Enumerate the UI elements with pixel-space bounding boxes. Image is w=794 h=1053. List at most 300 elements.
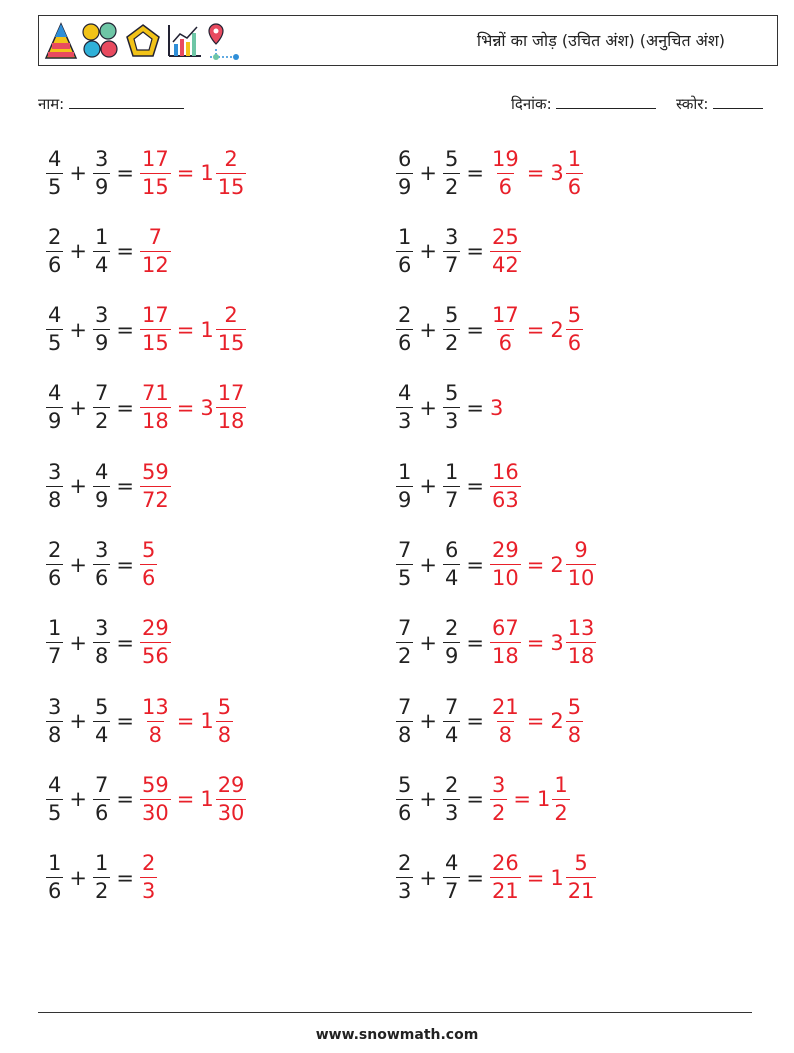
equals-sign: = xyxy=(466,630,484,655)
addend-fraction xyxy=(443,383,460,432)
answer-fraction-denominator: 15 xyxy=(141,331,169,356)
addend-fraction-denominator: 9 xyxy=(94,487,109,512)
mixed-number-fraction-denominator: 15 xyxy=(217,174,245,199)
answer-fraction-denominator: 6 xyxy=(141,566,156,590)
answer-fraction xyxy=(140,305,171,354)
mixed-number-whole: 1 xyxy=(200,161,214,185)
answer-equals-sign: = xyxy=(176,317,195,342)
mixed-number-whole: 3 xyxy=(550,630,564,655)
answer-fraction xyxy=(490,224,521,277)
addend-fraction-denominator: 7 xyxy=(444,252,459,277)
worksheet-title: भिन्नों का जोड़ (उचित अंश) (अनुचित अंश) xyxy=(476,31,725,50)
addend-fraction-denominator: 5 xyxy=(48,174,62,199)
problem-item xyxy=(396,684,583,758)
mixed-number-fraction xyxy=(566,853,597,902)
equals-sign: = xyxy=(116,317,134,342)
pyramid-icon xyxy=(44,22,78,60)
addend-fraction-denominator: 6 xyxy=(48,566,62,590)
plus-sign: + xyxy=(69,709,87,734)
addend-fraction xyxy=(396,772,413,825)
addend-fraction-denominator: 2 xyxy=(398,644,412,669)
problem-item xyxy=(46,449,171,523)
addend-fraction xyxy=(443,540,460,589)
addend-fraction xyxy=(46,146,63,199)
addend-fraction xyxy=(46,224,63,277)
answer-fraction-numerator: 19 xyxy=(491,146,519,171)
addend-fraction-denominator: 6 xyxy=(94,566,109,590)
mixed-number-whole: 2 xyxy=(550,552,564,577)
addend-fraction-denominator: 5 xyxy=(398,566,412,590)
mixed-number-fraction-numerator: 29 xyxy=(217,772,245,797)
addend-fraction-numerator: 2 xyxy=(444,772,459,797)
addend-fraction xyxy=(46,618,63,667)
addend-fraction-denominator: 7 xyxy=(48,644,62,669)
answer-fraction xyxy=(140,772,171,825)
addend-fraction-denominator: 8 xyxy=(94,644,109,669)
answer-fraction xyxy=(140,383,171,432)
answer-fraction xyxy=(490,459,521,512)
addend-fraction-denominator: 9 xyxy=(48,409,62,434)
addend-fraction xyxy=(396,694,413,747)
addend-fraction xyxy=(396,618,413,667)
answer-fraction-numerator: 3 xyxy=(491,772,506,797)
addend-fraction-numerator: 5 xyxy=(444,146,459,171)
plus-sign: + xyxy=(69,630,87,655)
problem-item xyxy=(396,449,521,523)
answer-fraction xyxy=(140,224,171,277)
plus-sign: + xyxy=(419,161,437,185)
addend-fraction-denominator: 3 xyxy=(444,409,459,434)
pentagon-icon xyxy=(124,22,162,60)
addend-fraction-numerator: 6 xyxy=(398,146,412,171)
addend-fraction-numerator: 1 xyxy=(398,224,412,249)
addend-fraction-denominator: 9 xyxy=(398,174,412,199)
problem-item xyxy=(46,371,246,445)
addend-fraction-denominator: 7 xyxy=(444,879,459,904)
answer-fraction-denominator: 6 xyxy=(498,174,513,199)
mixed-number-fraction-denominator: 6 xyxy=(567,331,582,356)
addend-fraction xyxy=(443,224,460,277)
answer-fraction xyxy=(490,853,521,902)
answer-fraction-numerator: 2 xyxy=(141,851,156,876)
answer-fraction-denominator: 8 xyxy=(148,722,163,747)
mixed-number-fraction xyxy=(216,383,247,432)
answer-fraction xyxy=(140,146,171,199)
addend-fraction-numerator: 1 xyxy=(48,851,62,876)
mixed-number-fraction xyxy=(566,146,583,199)
mixed-number-fraction-numerator: 2 xyxy=(224,146,238,171)
addend-fraction xyxy=(396,540,413,589)
answer-fraction-denominator: 18 xyxy=(491,644,519,669)
mixed-number-fraction xyxy=(566,305,583,354)
addend-fraction-denominator: 9 xyxy=(444,644,459,669)
addend-fraction xyxy=(443,459,460,512)
addend-fraction xyxy=(396,853,413,902)
addend-fraction-numerator: 3 xyxy=(48,459,62,484)
equals-sign: = xyxy=(466,865,484,890)
addend-fraction-denominator: 2 xyxy=(94,879,109,904)
addend-fraction-denominator: 6 xyxy=(398,331,412,356)
addend-fraction-denominator: 9 xyxy=(398,487,412,512)
addend-fraction-numerator: 5 xyxy=(398,772,412,797)
addend-fraction-denominator: 4 xyxy=(444,722,459,747)
answer-equals-sign: = xyxy=(526,709,545,734)
mixed-number-whole: 2 xyxy=(550,709,564,734)
addend-fraction-denominator: 2 xyxy=(94,409,109,434)
answer-fraction-denominator: 72 xyxy=(141,487,169,512)
equals-sign: = xyxy=(116,239,134,264)
mixed-number-fraction-numerator: 5 xyxy=(217,694,232,719)
addend-fraction-denominator: 5 xyxy=(48,800,62,825)
answer-fraction xyxy=(490,772,507,825)
answer-fraction xyxy=(490,694,521,747)
addend-fraction-numerator: 4 xyxy=(398,381,412,406)
answer-fraction-denominator: 63 xyxy=(491,487,519,512)
addend-fraction-denominator: 3 xyxy=(398,879,412,904)
addend-fraction-numerator: 7 xyxy=(94,772,109,797)
mixed-number-whole: 1 xyxy=(200,787,214,812)
name-blank xyxy=(69,94,184,109)
addend-fraction-numerator: 3 xyxy=(94,146,109,171)
addend-fraction xyxy=(46,383,63,432)
answer-fraction-numerator: 5 xyxy=(141,538,156,562)
mixed-number-whole: 3 xyxy=(550,161,564,185)
addend-fraction-numerator: 2 xyxy=(444,616,459,641)
answer-fraction xyxy=(140,540,157,589)
name-label: नाम: xyxy=(38,95,65,113)
answer-fraction-denominator: 10 xyxy=(491,566,519,590)
addend-fraction xyxy=(396,146,413,199)
addend-fraction-denominator: 2 xyxy=(444,331,459,356)
plus-sign: + xyxy=(419,787,437,812)
mixed-number-fraction-numerator: 5 xyxy=(567,303,582,328)
addend-fraction-denominator: 9 xyxy=(94,174,109,199)
addend-fraction-denominator: 8 xyxy=(48,722,62,747)
mixed-number-fraction-denominator: 6 xyxy=(567,174,582,199)
bar-chart-icon xyxy=(165,22,203,60)
plus-sign: + xyxy=(419,865,437,890)
answer-equals-sign: = xyxy=(176,161,195,185)
problem-item xyxy=(396,841,596,915)
answer-fraction-numerator: 16 xyxy=(491,459,519,484)
mixed-number-fraction xyxy=(566,618,597,667)
problem-item xyxy=(46,214,171,288)
addend-fraction xyxy=(46,853,63,902)
plus-sign: + xyxy=(69,239,87,264)
addend-fraction-numerator: 4 xyxy=(94,459,109,484)
answer-equals-sign: = xyxy=(526,161,545,185)
addend-fraction-denominator: 6 xyxy=(398,252,412,277)
equals-sign: = xyxy=(466,474,484,499)
addend-fraction-numerator: 7 xyxy=(444,694,459,719)
answer-fraction-numerator: 29 xyxy=(491,538,519,562)
addend-fraction xyxy=(46,772,63,825)
answer-equals-sign: = xyxy=(513,787,531,812)
addend-fraction-numerator: 2 xyxy=(48,538,62,562)
addend-fraction xyxy=(396,224,413,277)
mixed-number-fraction-denominator: 30 xyxy=(217,800,245,825)
answer-fraction xyxy=(490,540,521,589)
mixed-number-fraction xyxy=(552,772,569,825)
addend-fraction xyxy=(443,618,460,667)
problem-item xyxy=(46,684,233,758)
logo-strip xyxy=(44,19,244,63)
addend-fraction-numerator: 2 xyxy=(398,303,412,328)
date-blank xyxy=(556,94,656,109)
addend-fraction-numerator: 4 xyxy=(48,772,62,797)
addend-fraction xyxy=(93,305,110,354)
addend-fraction xyxy=(93,459,110,512)
answer-fraction-denominator: 8 xyxy=(498,722,513,747)
addend-fraction xyxy=(46,694,63,747)
plus-sign: + xyxy=(419,474,437,499)
name-field xyxy=(38,94,184,114)
addend-fraction-numerator: 6 xyxy=(444,538,459,562)
addend-fraction-denominator: 4 xyxy=(94,252,109,277)
addend-fraction-denominator: 4 xyxy=(444,566,459,590)
answer-fraction-denominator: 6 xyxy=(498,331,513,356)
equals-sign: = xyxy=(116,630,134,655)
addend-fraction-numerator: 1 xyxy=(94,851,109,876)
answer-fraction-denominator: 21 xyxy=(491,879,519,904)
equals-sign: = xyxy=(116,395,134,420)
answer-fraction-denominator: 18 xyxy=(141,409,169,434)
mixed-number-fraction-denominator: 8 xyxy=(217,722,232,747)
mixed-number-fraction-denominator: 2 xyxy=(554,800,568,825)
answer-fraction xyxy=(140,694,171,747)
problem-item xyxy=(396,214,521,288)
answer-fraction-numerator: 21 xyxy=(491,694,519,719)
answer-fraction-denominator: 12 xyxy=(141,252,169,277)
plus-sign: + xyxy=(419,317,437,342)
addend-fraction xyxy=(93,224,110,277)
addend-fraction-numerator: 1 xyxy=(48,616,62,641)
answer-fraction-numerator: 67 xyxy=(491,616,519,641)
addend-fraction xyxy=(93,618,110,667)
mixed-number-whole: 1 xyxy=(200,709,214,734)
addend-fraction-denominator: 6 xyxy=(398,800,412,825)
plus-sign: + xyxy=(419,395,437,420)
mixed-number-whole: 1 xyxy=(550,865,564,890)
mixed-number-fraction xyxy=(566,540,597,589)
mixed-number-fraction-denominator: 8 xyxy=(567,722,582,747)
addend-fraction-denominator: 5 xyxy=(48,331,62,356)
mixed-number-fraction-numerator: 13 xyxy=(567,616,595,641)
answer-fraction-numerator: 17 xyxy=(491,303,519,328)
problem-item xyxy=(46,136,246,210)
answer-fraction xyxy=(490,618,521,667)
mixed-number-fraction xyxy=(216,146,247,199)
answer-equals-sign: = xyxy=(176,395,195,420)
mixed-number-fraction-denominator: 10 xyxy=(567,566,595,590)
plus-sign: + xyxy=(69,787,87,812)
answer-fraction-numerator: 17 xyxy=(141,303,169,328)
equals-sign: = xyxy=(466,552,484,577)
addend-fraction-numerator: 4 xyxy=(48,303,62,328)
answer-equals-sign: = xyxy=(526,865,545,890)
problem-item xyxy=(396,528,596,602)
problem-item xyxy=(396,606,596,680)
addend-fraction-numerator: 3 xyxy=(94,538,109,562)
addend-fraction-numerator: 5 xyxy=(444,381,459,406)
mixed-number-fraction xyxy=(216,772,247,825)
addend-fraction xyxy=(443,694,460,747)
answer-fraction-numerator: 26 xyxy=(491,851,519,876)
addend-fraction-numerator: 4 xyxy=(444,851,459,876)
equals-sign: = xyxy=(466,317,484,342)
addend-fraction-denominator: 4 xyxy=(94,722,109,747)
mixed-number-fraction-numerator: 9 xyxy=(574,538,588,562)
plus-sign: + xyxy=(419,552,437,577)
answer-fraction-numerator: 59 xyxy=(141,459,169,484)
answer-fraction-denominator: 2 xyxy=(491,800,506,825)
mixed-number-fraction xyxy=(216,694,233,747)
plus-sign: + xyxy=(69,395,87,420)
addend-fraction-numerator: 5 xyxy=(94,694,109,719)
answer-equals-sign: = xyxy=(526,630,545,655)
problem-item xyxy=(396,371,503,445)
addend-fraction xyxy=(93,694,110,747)
equals-sign: = xyxy=(116,865,134,890)
answer-fraction xyxy=(490,146,521,199)
answer-fraction-numerator: 71 xyxy=(141,381,169,406)
mixed-number-fraction-denominator: 18 xyxy=(567,644,595,669)
footer-website: www.snowmath.com xyxy=(315,1027,479,1043)
mixed-number-whole: 1 xyxy=(200,317,214,342)
mixed-number-fraction-numerator: 17 xyxy=(217,381,245,406)
answer-fraction-numerator: 25 xyxy=(491,224,519,249)
answer-fraction-numerator: 7 xyxy=(148,224,163,249)
problem-item xyxy=(396,293,583,367)
addend-fraction xyxy=(93,853,110,902)
score-field xyxy=(676,94,763,114)
problem-item xyxy=(46,606,171,680)
score-label: स्कोर: xyxy=(676,95,709,113)
equals-sign: = xyxy=(116,474,134,499)
addend-fraction xyxy=(46,540,63,589)
equals-sign: = xyxy=(466,787,484,812)
plus-sign: + xyxy=(69,474,87,499)
problem-item xyxy=(396,762,570,836)
addend-fraction xyxy=(46,459,63,512)
answer-fraction xyxy=(140,459,171,512)
answer-fraction-denominator: 15 xyxy=(141,174,169,199)
problem-item xyxy=(46,293,246,367)
addend-fraction xyxy=(46,305,63,354)
mixed-number-whole: 3 xyxy=(200,395,214,420)
plus-sign: + xyxy=(69,317,87,342)
addend-fraction-numerator: 2 xyxy=(398,851,412,876)
addend-fraction-denominator: 6 xyxy=(48,252,62,277)
addend-fraction-denominator: 9 xyxy=(94,331,109,356)
mixed-number-fraction-numerator: 5 xyxy=(574,851,588,876)
addend-fraction xyxy=(93,540,110,589)
equals-sign: = xyxy=(466,161,484,185)
answer-fraction-denominator: 56 xyxy=(141,644,169,669)
score-blank xyxy=(713,94,763,109)
addend-fraction-numerator: 7 xyxy=(94,381,109,406)
answer-fraction-denominator: 42 xyxy=(491,252,519,277)
mixed-number-fraction-numerator: 1 xyxy=(567,146,582,171)
addend-fraction-numerator: 3 xyxy=(94,616,109,641)
addend-fraction-denominator: 2 xyxy=(444,174,459,199)
mixed-number-fraction-denominator: 15 xyxy=(217,331,245,356)
problem-item xyxy=(396,136,583,210)
answer-fraction-numerator: 29 xyxy=(141,616,169,641)
equals-sign: = xyxy=(466,239,484,264)
addend-fraction-denominator: 3 xyxy=(444,800,459,825)
plus-sign: + xyxy=(419,709,437,734)
addend-fraction xyxy=(443,772,460,825)
problem-item xyxy=(46,762,246,836)
addend-fraction-numerator: 7 xyxy=(398,694,412,719)
addend-fraction-numerator: 1 xyxy=(444,459,459,484)
equals-sign: = xyxy=(116,787,134,812)
date-field xyxy=(511,94,656,114)
answer-fraction-numerator: 59 xyxy=(141,772,169,797)
equals-sign: = xyxy=(116,161,134,185)
mixed-number-fraction xyxy=(216,305,247,354)
equals-sign: = xyxy=(116,552,134,577)
footer-divider xyxy=(38,1012,752,1013)
addend-fraction xyxy=(443,853,460,902)
addend-fraction-denominator: 6 xyxy=(48,879,62,904)
answer-fraction xyxy=(490,305,521,354)
addend-fraction-denominator: 8 xyxy=(48,487,62,512)
mixed-number-whole: 2 xyxy=(550,317,564,342)
plus-sign: + xyxy=(419,239,437,264)
plus-sign: + xyxy=(419,630,437,655)
addend-fraction-numerator: 7 xyxy=(398,538,412,562)
addend-fraction xyxy=(93,146,110,199)
addend-fraction-numerator: 4 xyxy=(48,146,62,171)
addend-fraction-numerator: 3 xyxy=(94,303,109,328)
addend-fraction-numerator: 1 xyxy=(398,459,412,484)
addend-fraction xyxy=(396,459,413,512)
addend-fraction-denominator: 8 xyxy=(398,722,412,747)
answer-whole-number: 3 xyxy=(489,395,504,420)
addend-fraction xyxy=(443,146,460,199)
number-bubbles-icon xyxy=(81,21,121,61)
mixed-number-fraction-numerator: 5 xyxy=(567,694,582,719)
equals-sign: = xyxy=(466,709,484,734)
addend-fraction xyxy=(93,383,110,432)
plus-sign: + xyxy=(69,161,87,185)
addend-fraction-denominator: 3 xyxy=(398,409,412,434)
addend-fraction xyxy=(443,305,460,354)
mixed-number-fraction xyxy=(566,694,583,747)
addend-fraction-denominator: 7 xyxy=(444,487,459,512)
addend-fraction-denominator: 6 xyxy=(94,800,109,825)
answer-fraction xyxy=(140,853,157,902)
addend-fraction-numerator: 7 xyxy=(398,616,412,641)
addend-fraction-numerator: 1 xyxy=(94,224,109,249)
addend-fraction xyxy=(396,305,413,354)
location-pin-icon xyxy=(206,21,244,61)
equals-sign: = xyxy=(116,709,134,734)
plus-sign: + xyxy=(69,552,87,577)
answer-fraction xyxy=(140,618,171,667)
plus-sign: + xyxy=(69,865,87,890)
mixed-number-fraction-denominator: 21 xyxy=(567,879,595,904)
answer-equals-sign: = xyxy=(526,552,545,577)
addend-fraction-numerator: 2 xyxy=(48,224,62,249)
addend-fraction-numerator: 3 xyxy=(444,224,459,249)
addend-fraction-numerator: 5 xyxy=(444,303,459,328)
equals-sign: = xyxy=(466,395,484,420)
addend-fraction xyxy=(93,772,110,825)
mixed-number-whole: 1 xyxy=(536,787,551,812)
